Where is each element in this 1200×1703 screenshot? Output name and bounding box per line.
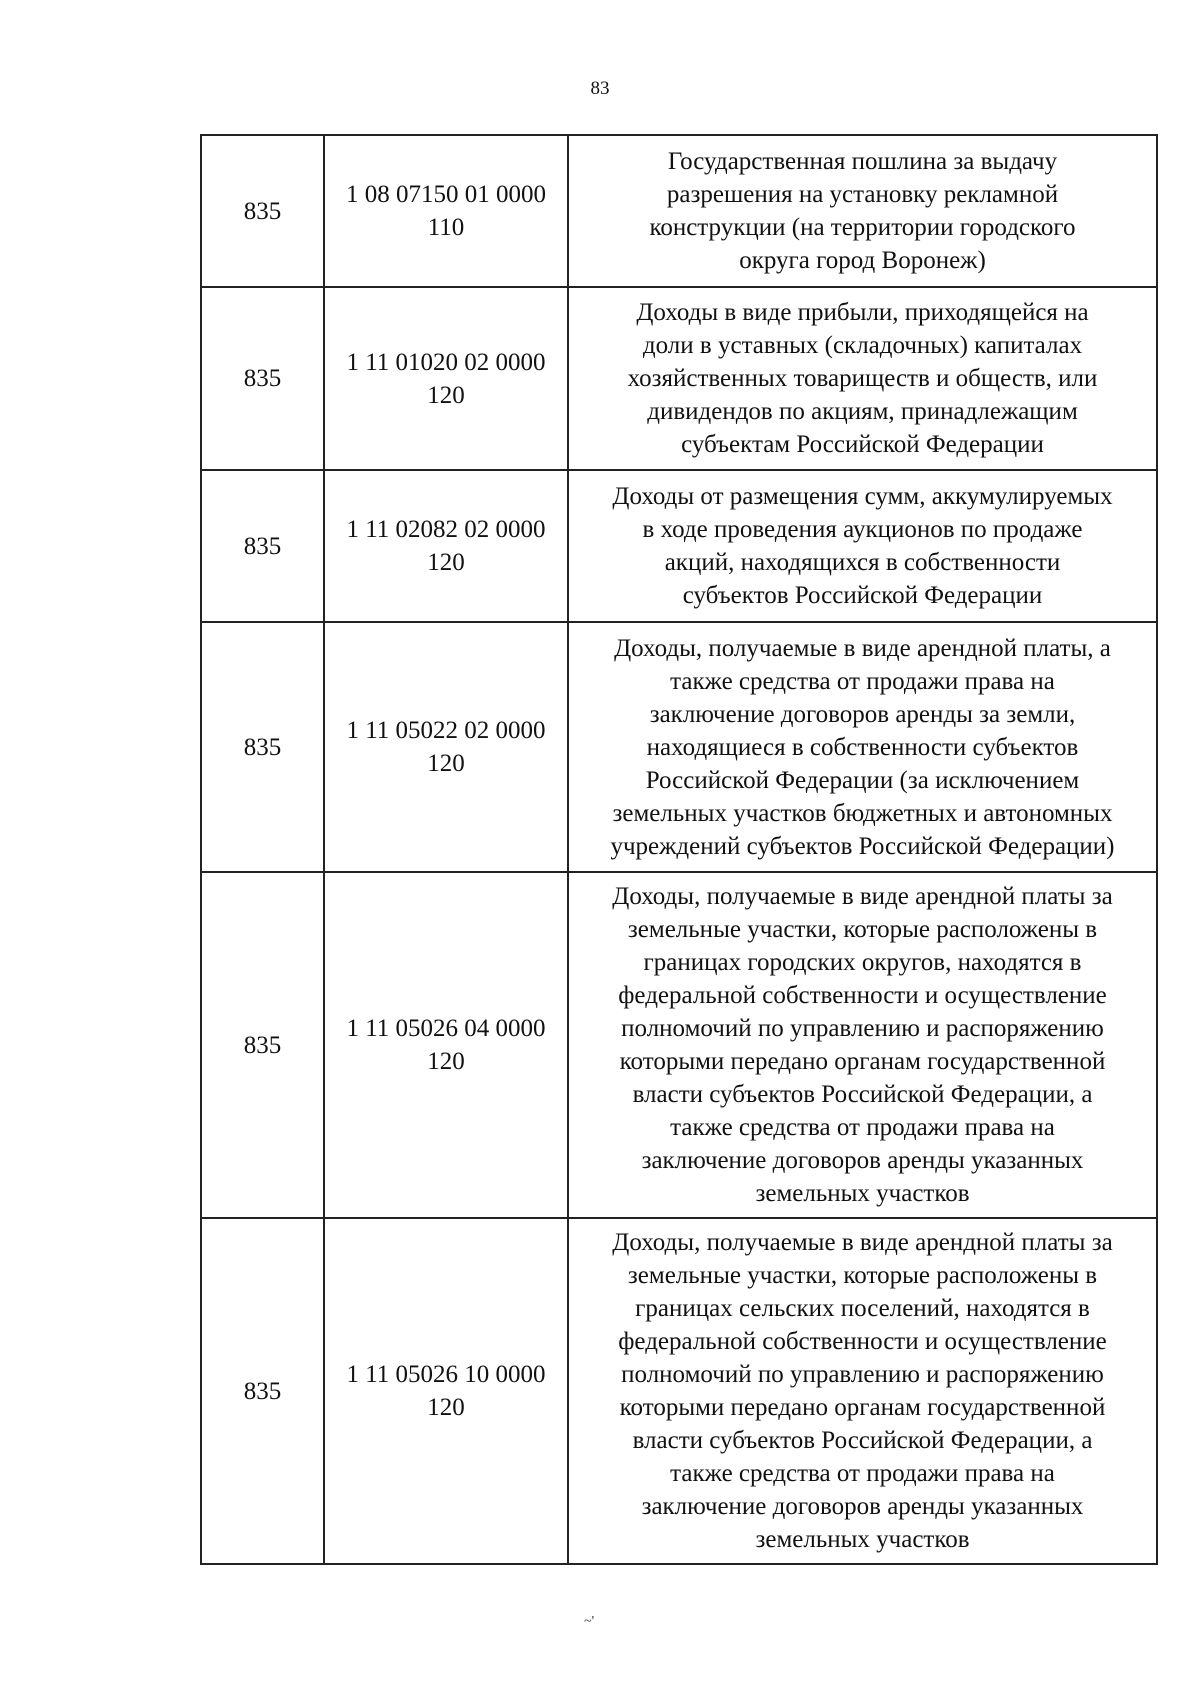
description-line: также средства от продажи права на (670, 1460, 1055, 1487)
description-line: полномочий по управлению и распоряжению (621, 1015, 1104, 1042)
description-line: также средства от продажи права на (670, 667, 1055, 695)
budget-code-main: 1 11 05026 04 0000 (346, 1015, 546, 1042)
description-line: земельных участков (755, 1526, 970, 1553)
budget-code-cell (324, 135, 568, 287)
revenue-codes-table (200, 134, 1158, 1565)
budget-code-suffix: 120 (427, 1394, 465, 1421)
description-line: земельных участков (755, 1180, 970, 1207)
description-cell (568, 1218, 1157, 1564)
description-line: субъектам Российской Федерации (681, 431, 1044, 458)
budget-code-suffix: 120 (427, 750, 465, 777)
description-line: Доходы в виде прибыли, приходящейся на (636, 299, 1089, 326)
description-line: власти субъектов Российской Федерации, а (632, 1427, 1093, 1454)
description-line: которыми передано органам государственной (619, 1048, 1106, 1075)
description-line: Доходы, получаемые в виде арендной платы за (612, 1229, 1113, 1256)
description-line: в ходе проведения аукционов по продаже (642, 516, 1083, 543)
table-row (201, 872, 1157, 1218)
description-line: заключение договоров аренды указанных (641, 1147, 1084, 1174)
budget-code-main: 1 11 02082 02 0000 (346, 516, 546, 543)
table-row (201, 470, 1157, 622)
budget-code-cell (324, 1218, 568, 1564)
description-line: заключение договоров аренды за земли, (649, 700, 1076, 728)
table-row (201, 287, 1157, 470)
description-line: земельные участки, которые расположены в (627, 916, 1098, 943)
description-line: Доходы от размещения сумм, аккумулируемых (612, 483, 1113, 510)
description-cell (568, 872, 1157, 1218)
budget-code-main: 1 11 05022 02 0000 (346, 717, 546, 744)
description-line: земельных участков бюджетных и автономных (612, 799, 1113, 827)
page-number: 83 (590, 78, 610, 99)
description-line: Доходы, получаемые в виде арендной платы, а (614, 634, 1111, 662)
description-line: доли в уставных (складочных) капиталах (642, 332, 1083, 359)
admin-code-cell: 835 (201, 1218, 324, 1564)
budget-code-suffix: 120 (427, 1048, 465, 1075)
budget-code-suffix: 110 (427, 214, 465, 241)
budget-code-main: 1 11 05026 10 0000 (346, 1361, 546, 1388)
table-row (201, 1218, 1157, 1564)
admin-code-cell: 835 (201, 470, 324, 622)
admin-code-cell: 835 (201, 622, 324, 872)
description-line: учреждений субъектов Российской Федерации) (610, 832, 1115, 860)
budget-code-cell (324, 287, 568, 470)
description-line: Доходы, получаемые в виде арендной платы за (612, 883, 1113, 910)
description-cell (568, 135, 1157, 287)
description-line: власти субъектов Российской Федерации, а (632, 1081, 1093, 1108)
description-line: Государственная пошлина за выдачу (667, 148, 1058, 175)
budget-code-cell (324, 622, 568, 872)
description-cell (568, 470, 1157, 622)
description-line: федеральной собственности и осуществление (618, 982, 1107, 1009)
budget-code-main: 1 08 07150 01 0000 (346, 181, 546, 208)
admin-code-cell: 835 (201, 135, 324, 287)
description-line: хозяйственных товариществ и обществ, или (627, 365, 1098, 392)
description-line: которыми передано органам государственной (619, 1394, 1106, 1421)
table-row (201, 135, 1157, 287)
description-line: также средства от продажи права на (670, 1114, 1055, 1141)
description-line: границах городских округов, находятся в (643, 949, 1082, 976)
description-line: федеральной собственности и осуществление (618, 1328, 1107, 1355)
description-line: земельные участки, которые расположены в (627, 1262, 1098, 1289)
description-cell (568, 622, 1157, 872)
description-line: Российской Федерации (за исключением (645, 766, 1080, 794)
description-cell (568, 287, 1157, 470)
budget-code-suffix: 120 (427, 381, 465, 409)
description-line: находящиеся в собственности субъектов (646, 733, 1079, 761)
budget-code-cell (324, 470, 568, 622)
budget-code-suffix: 120 (427, 549, 465, 576)
budget-code-cell (324, 872, 568, 1218)
table-row (201, 622, 1157, 872)
description-line: разрешения на установку рекламной (666, 181, 1059, 208)
budget-code-main: 1 11 01020 02 0000 (346, 348, 546, 376)
description-line: округа город Воронеж) (739, 247, 986, 274)
description-line: конструкции (на территории городского (649, 214, 1076, 241)
description-line: полномочий по управлению и распоряжению (621, 1361, 1104, 1388)
admin-code-cell: 835 (201, 287, 324, 470)
description-line: заключение договоров аренды указанных (641, 1493, 1084, 1520)
admin-code-cell: 835 (201, 872, 324, 1218)
revenue-codes-body (201, 135, 1157, 1564)
description-line: границах сельских поселений, находятся в (635, 1295, 1090, 1322)
description-line: дивидендов по акциям, принадлежащим (647, 398, 1078, 425)
scan-mark: ~' (584, 1614, 595, 1629)
description-line: акций, находящихся в собственности (664, 549, 1061, 576)
description-line: субъектов Российской Федерации (682, 582, 1043, 609)
